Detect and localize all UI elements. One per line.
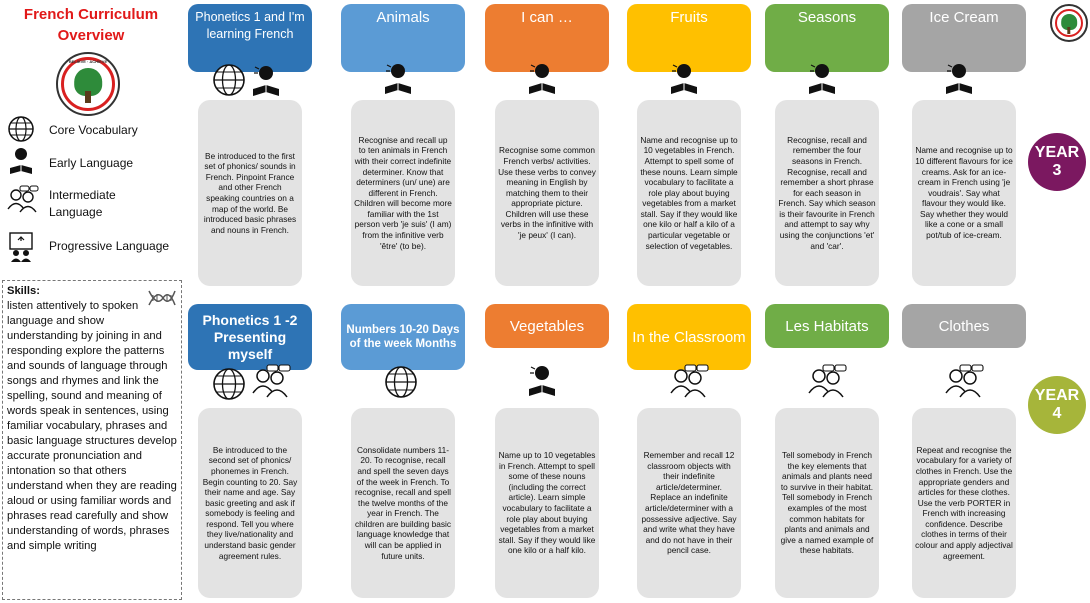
reader-icon: [668, 62, 700, 101]
people-icon: [250, 364, 292, 407]
page-title-line2: Overview: [57, 27, 125, 44]
year4-number: 4: [1052, 405, 1062, 422]
topic-description: Name and recognise up to 10 vegetables in French. Attempt to spell some of these nouns. Learn simple vocabulary to facilitate a role play about buying vegetables from a market stall. Say if they would like one kilo or half a kilo of a particular vegetable or selection of vegetables.: [637, 100, 741, 286]
topic-icons: [806, 364, 848, 407]
skills-text: listen attentively to spoken language and show understanding by joining in and responding explore the patterns and sounds of language through songs and rhymes and link the spelling, sound and meaning of words speak in sentences, using familiar vocabulary, phrases and basic language structures develop accurate pronunciation and intonation so that others understand when they are reading aloud or using familiar words and phrases read carefully and show understanding of words, phrases and simple writing: [7, 300, 177, 552]
topic-title: Fruits: [627, 4, 751, 72]
topic-title: Phonetics 1 -2 Presenting myself: [188, 304, 312, 370]
topic-title: Vegetables: [485, 304, 609, 348]
topic-title: Clothes: [902, 304, 1026, 348]
topic-title: Seasons: [765, 4, 889, 72]
topic-title: In the Classroom: [627, 304, 751, 370]
globe-icon: [6, 115, 36, 143]
topic-icons: [382, 364, 420, 405]
topic-description: Name up to 10 vegetables in French. Attempt to spell some of these nouns (including the correct article). Learn simple vocabulary to facilitate a role play about buying vegetables from a market stall. Say if they would like one kilo or a half kilo.: [495, 408, 599, 598]
year4-label: YEAR: [1034, 387, 1080, 404]
topic-description: Be introduced to the second set of phonics/ phonemes in French. Begin counting to 20. Say their name and age. Say basic greeting and ask if somebody is feeling and respond. Tell you where they live/nationality and understand basic gender agreement rules.: [198, 408, 302, 598]
topic-title: I can …: [485, 4, 609, 72]
page-title: [0, 4, 182, 46]
topic-description: Tell somebody in French the key elements that animals and plants need to survive in their habitat. Tell somebody in French examples of the most common habitats for plants and animals and give a named example of these habitats.: [775, 408, 879, 598]
legend-progressive-language: [4, 231, 184, 265]
topic-icons: [210, 364, 292, 407]
topic-description: Name and recognise up to 10 different flavours for ice creams. Ask for an ice-cream in French using 'je voudrais'. Say what flavour they would like. Say whether they would like a cone or a small pot/tub of ice-cream.: [912, 100, 1016, 286]
topic-icons: [943, 364, 985, 407]
topic-title: Les Habitats: [765, 304, 889, 348]
legend-core-vocabulary: [4, 115, 184, 145]
school-logo: BELIEVE · ACHIEVE: [56, 52, 120, 116]
topic-icons: [668, 62, 700, 101]
presenter-icon: [6, 231, 36, 263]
topic-icons: [668, 364, 710, 407]
reader-icon: [806, 62, 838, 101]
globe-icon: [210, 62, 248, 103]
reader-icon: [382, 62, 414, 101]
globe-icon: [210, 366, 248, 407]
reader-icon: [250, 64, 282, 103]
dna-icon: [147, 287, 177, 309]
page-title-line1: French Curriculum: [23, 6, 159, 23]
reader-icon: [943, 62, 975, 101]
year3-number: 3: [1052, 162, 1062, 179]
topic-description: Consolidate numbers 11-20. To recognise, recall and spell the seven days of the week in French. To recognise, recall and spell the twelve months of the year in French. The children are building basic language knowledge that will can be applied in future units.: [351, 408, 455, 598]
people-icon: [6, 185, 40, 217]
topic-description: Recognise, recall and remember the four seasons in French. Recognise, recall and remember a short phrase for each season in French. Say which season is their favourite in French and attempt to say why using the conjunctions 'et' and 'car'.: [775, 100, 879, 286]
topic-icons: [526, 364, 558, 403]
topic-title: Phonetics 1 and I'm learning French: [188, 4, 312, 72]
topic-icons: [210, 62, 282, 103]
topic-title: Numbers 10-20 Days of the week Months: [341, 304, 465, 370]
skills-title: Skills:: [7, 285, 40, 297]
topic-icons: [382, 62, 414, 101]
school-logo-corner: [1050, 4, 1088, 42]
topic-description: Remember and recall 12 classroom objects with their indefinite article/determiner. Replace an indefinite article/determiner with a possessive adjective. Say and write what they have and do not have in their pencil case.: [637, 408, 741, 598]
year3-label: YEAR: [1034, 144, 1080, 161]
legend-label: Core Vocabulary: [49, 123, 138, 137]
globe-icon: [382, 364, 420, 405]
topic-title: Ice Cream: [902, 4, 1026, 72]
legend-label-line2: Language: [49, 205, 103, 219]
year4-badge: [1028, 376, 1086, 434]
legend-label: Progressive Language: [49, 239, 170, 253]
legend-early-language: [4, 146, 184, 176]
topic-icons: [806, 62, 838, 101]
legend-intermediate-language: [4, 185, 184, 221]
topic-icons: [943, 62, 975, 101]
reader-icon: [526, 62, 558, 101]
topic-description: Repeat and recognise the vocabulary for a variety of clothes in French. Use the appropriate genders and articles for these clothes. Use the verb PORTER in French with increasing confidence. Describe clothes in terms of their colour and apply adjectival agreement.: [912, 408, 1016, 598]
legend-label: Early Language: [49, 156, 134, 170]
topic-description: Recognise and recall up to ten animals in French with their correct indefinite determiner. Know that determiners (un/ une) are different in French. Children will become more familiar with the 1st person verb 'je suis' (I am) from the infinitive verb 'être' (to be).: [351, 100, 455, 286]
people-icon: [943, 364, 985, 407]
skills-box: [2, 280, 182, 600]
year3-badge: [1028, 133, 1086, 191]
topic-title: Animals: [341, 4, 465, 72]
people-icon: [806, 364, 848, 407]
reader-icon: [526, 364, 558, 403]
reader-icon: [6, 146, 36, 176]
legend-label: Intermediate: [49, 188, 116, 202]
topic-description: Recognise some common French verbs/ activities. Use these verbs to convey meaning in English by matching them to their appropriate picture. Children will use these verbs in the infinitive with 'je peux' (I can).: [495, 100, 599, 286]
topic-icons: [526, 62, 558, 101]
people-icon: [668, 364, 710, 407]
topic-description: Be introduced to the first set of phonics/ sounds in French. Pinpoint France and other French speaking countries on a map of the world. Be introduced basic phrases and nouns in French.: [198, 100, 302, 286]
